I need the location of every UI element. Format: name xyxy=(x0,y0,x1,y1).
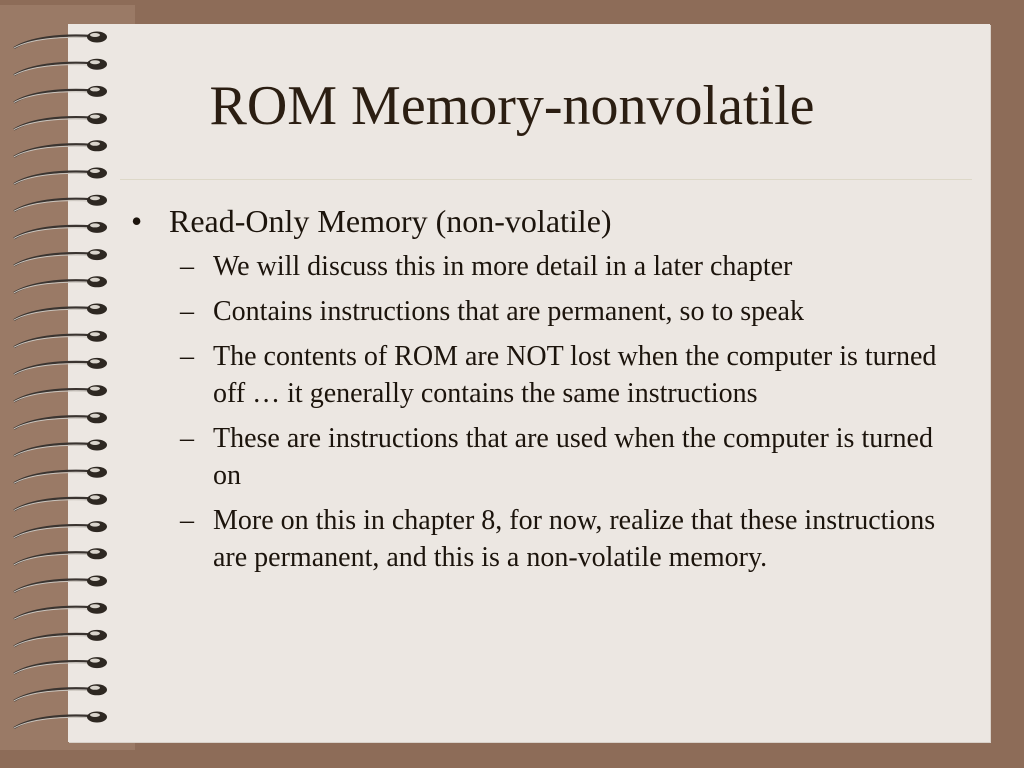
sub-bullet-marker: – xyxy=(180,296,194,327)
sub-bullet-marker: – xyxy=(180,505,194,536)
sub-bullet-text: These are instructions that are used when the computer is turned on xyxy=(213,423,933,491)
sub-bullet-text: We will discuss this in more detail in a later chapter xyxy=(213,251,793,282)
bullet-text: Read-Only Memory (non-volatile) xyxy=(169,203,612,239)
spiral-ring xyxy=(14,304,107,321)
spiral-ring xyxy=(14,684,107,701)
spiral-ring xyxy=(14,358,107,375)
sub-bullet-item xyxy=(125,502,955,576)
spiral-ring xyxy=(14,521,107,538)
sub-bullet-text: Contains instructions that are permanent, so to speak xyxy=(213,296,804,327)
sub-bullet-text: The contents of ROM are NOT lost when the computer is turned off … it generally contains the same instructions xyxy=(213,341,937,409)
sub-bullet-marker: – xyxy=(180,423,194,454)
sub-bullet-item xyxy=(125,338,955,412)
spiral-ring xyxy=(14,276,107,293)
sub-bullet-marker: – xyxy=(180,251,194,282)
spiral-ring xyxy=(14,32,107,49)
spiral-ring xyxy=(14,249,107,266)
spiral-ring xyxy=(14,140,107,157)
spiral-ring xyxy=(14,168,107,185)
spiral-ring xyxy=(14,222,107,239)
spiral-ring xyxy=(14,657,107,674)
spiral-ring xyxy=(14,385,107,402)
sub-bullet-marker: – xyxy=(180,341,194,372)
slide-title: ROM Memory-nonvolatile xyxy=(209,75,815,137)
title-divider xyxy=(120,179,972,180)
spiral-ring xyxy=(14,630,107,647)
spiral-ring xyxy=(14,195,107,212)
spiral-ring xyxy=(14,440,107,457)
spiral-ring xyxy=(14,712,107,729)
bullet-item xyxy=(125,200,955,242)
spiral-ring xyxy=(14,467,107,484)
spiral-ring xyxy=(14,412,107,429)
sub-bullet-item xyxy=(125,420,955,494)
spiral-ring xyxy=(14,494,107,511)
sub-bullet-item xyxy=(125,293,955,330)
bullet-marker: • xyxy=(131,203,143,239)
sub-bullet-text: More on this in chapter 8, for now, realize that these instructions are permanent, and this is a non-volatile memory. xyxy=(213,505,936,573)
spiral-ring xyxy=(14,576,107,593)
spiral-ring xyxy=(14,331,107,348)
spiral-ring xyxy=(14,603,107,620)
sub-bullet-item xyxy=(125,248,955,285)
bullet-list xyxy=(125,200,955,584)
spiral-ring xyxy=(14,548,107,565)
